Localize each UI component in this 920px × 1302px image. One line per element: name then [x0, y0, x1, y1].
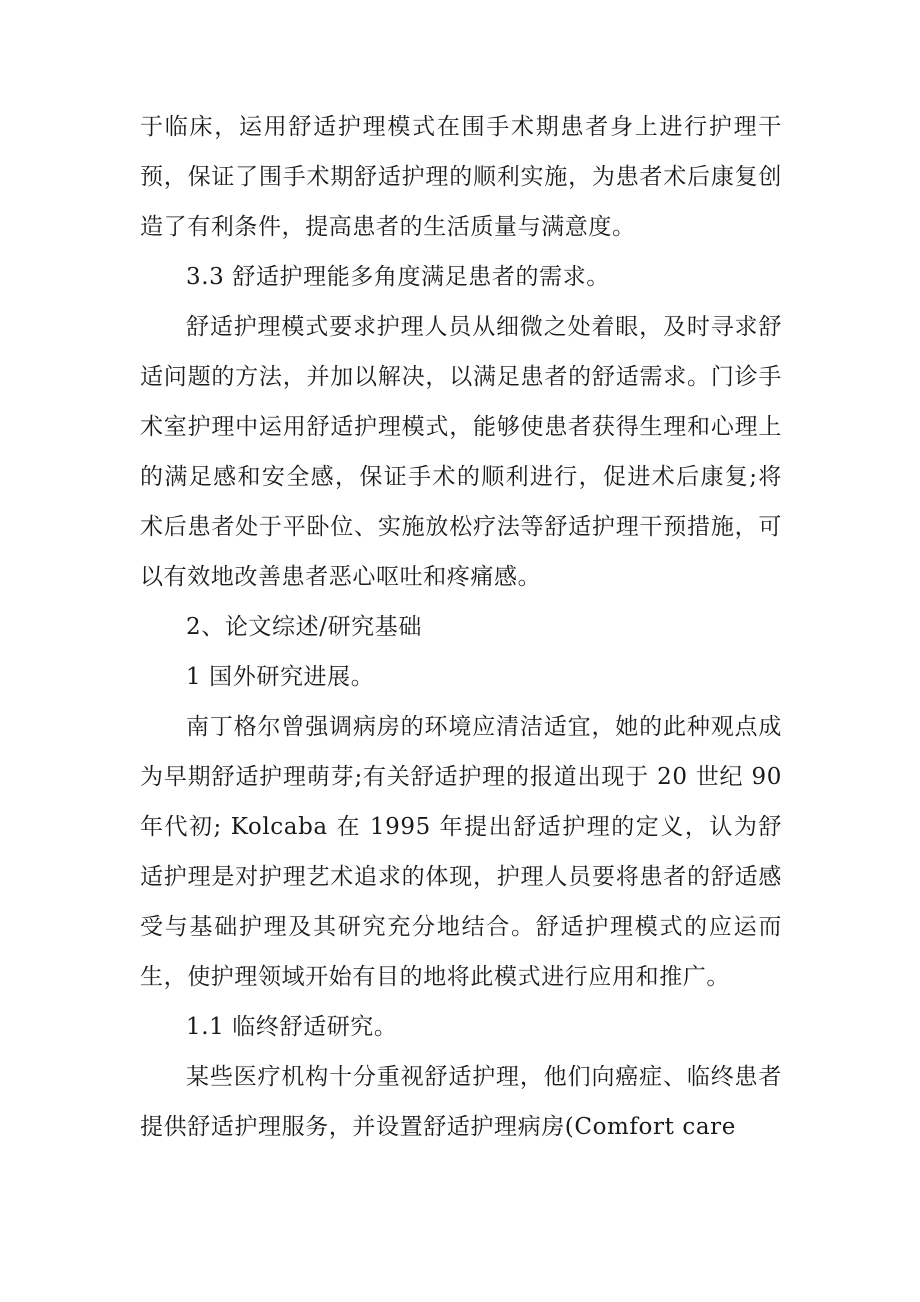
section-heading-1-1: 1.1 临终舒适研究。: [186, 1014, 398, 1040]
paragraph-foreign-research: 南丁格尔曾强调病房的环境应清洁适宜，她的此种观点成为早期舒适护理萌芽;有关舒适护理的报道出现于 20 世纪 90 年代初; Kolcaba 在 1995 年提出舒适护理的定义，认为舒适护理是对护理艺术追求的体现，护理人员要将患者的舒适感受与基础护理及其研究充分地结合。舒适护理模式的应运而生，使护理领域开始有目的地将此模式进行应用和推广。: [140, 714, 782, 990]
paragraph-continuation: 于临床，运用舒适护理模式在围手术期患者身上进行护理干预，保证了围手术期舒适护理的顺利实施，为患者术后康复创造了有利条件，提高患者的生活质量与满意度。: [140, 114, 782, 240]
section-heading-3-3: 3.3 舒适护理能多角度满足患者的需求。: [186, 264, 610, 290]
document-body: [140, 102, 782, 1152]
paragraph-comfort-care-needs: 舒适护理模式要求护理人员从细微之处着眼，及时寻求舒适问题的方法，并加以解决，以满足患者的舒适需求。门诊手术室护理中运用舒适护理模式，能够使患者获得生理和心理上的满足感和安全感，保证手术的顺利进行，促进术后康复;将术后患者处于平卧位、实施放松疗法等舒适护理干预措施，可以有效地改善患者恶心呕吐和疼痛感。: [140, 314, 782, 590]
section-heading-foreign-research: 1 国外研究进展。: [186, 664, 375, 690]
section-heading-literature-review: 2、论文综述/研究基础: [186, 614, 422, 640]
paragraph-terminal-care: 某些医疗机构十分重视舒适护理，他们向癌症、临终患者提供舒适护理服务，并设置舒适护理病房(Comfort care: [140, 1064, 782, 1140]
